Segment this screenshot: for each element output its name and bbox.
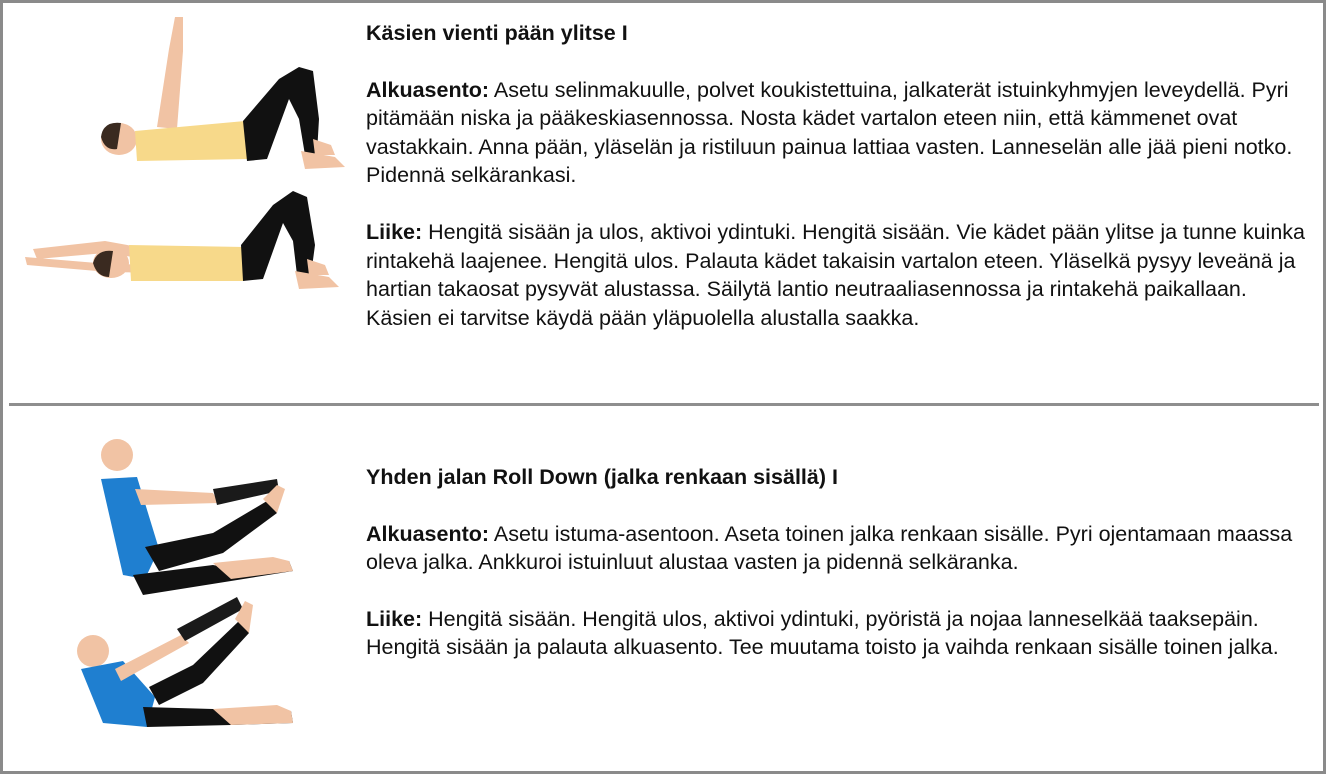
movement-paragraph [366, 218, 1306, 332]
figure-arms-overhead [25, 191, 339, 289]
figure-arms-up [101, 17, 345, 169]
movement-paragraph [366, 605, 1306, 662]
movement-text: Hengitä sisään. Hengitä ulos, aktivoi ydintuki, pyöristä ja nojaa lanneselkää taaksepäin. Hengitä sisään ja palauta alkuasento. Tee muutama toisto ja vaihda renkaan sisälle toinen jalka. [366, 606, 1279, 660]
start-label: Alkuasento: [366, 521, 490, 546]
movement-label: Liike: [366, 219, 423, 244]
exercise-2-text [366, 463, 1306, 690]
start-text: Asetu selinmakuulle, polvet koukistettuina, jalkaterät istuinkyhmyjen leveydellä. Pyri pitämään niska ja pääkeskiasennossa. Nosta kädet vartalon eteen niin, että kämmenet ovat vastakkain. Anna pään, yläselän ja ristiluun painua lattiaa vasten. Lanneselän alle jää pieni notko. Pidennä selkärankasi. [366, 77, 1293, 188]
start-text: Asetu istuma-asentoon. Aseta toinen jalka renkaan sisälle. Pyri ojentamaan maassa oleva jalka. Ankkuroi istuinluut alustaa vasten ja pidennä selkäranka. [366, 521, 1293, 575]
section-divider [9, 403, 1319, 406]
figure-rolled-back [77, 597, 293, 727]
exercise-section-1 [3, 3, 1323, 403]
exercise-section-2 [3, 407, 1323, 771]
start-label: Alkuasento: [366, 77, 490, 102]
exercise-1-illustration [17, 9, 347, 319]
start-position-paragraph [366, 520, 1306, 577]
figure-seated-upright [101, 439, 293, 595]
movement-label: Liike: [366, 606, 423, 631]
movement-text: Hengitä sisään ja ulos, aktivoi ydintuki. Hengitä sisään. Vie kädet pään ylitse ja tunne kuinka rintakehä laajenee. Hengitä ulos. Palauta kädet takaisin vartalon eteen. Yläselkä pysyy leveänä ja hartian takaosat pysyvät alustassa. Säilytä lantio neutraaliasennossa ja rintakehä paikallaan. Käsien ei tarvitse käydä pään yläpuolella alustalla saakka. [366, 219, 1305, 330]
exercise-2-illustration [63, 429, 303, 739]
exercise-title: Käsien vienti pään ylitse I [366, 21, 628, 45]
exercise-title: Yhden jalan Roll Down (jalka renkaan sisällä) I [366, 465, 838, 489]
start-position-paragraph [366, 76, 1306, 190]
exercise-1-text [366, 19, 1306, 360]
